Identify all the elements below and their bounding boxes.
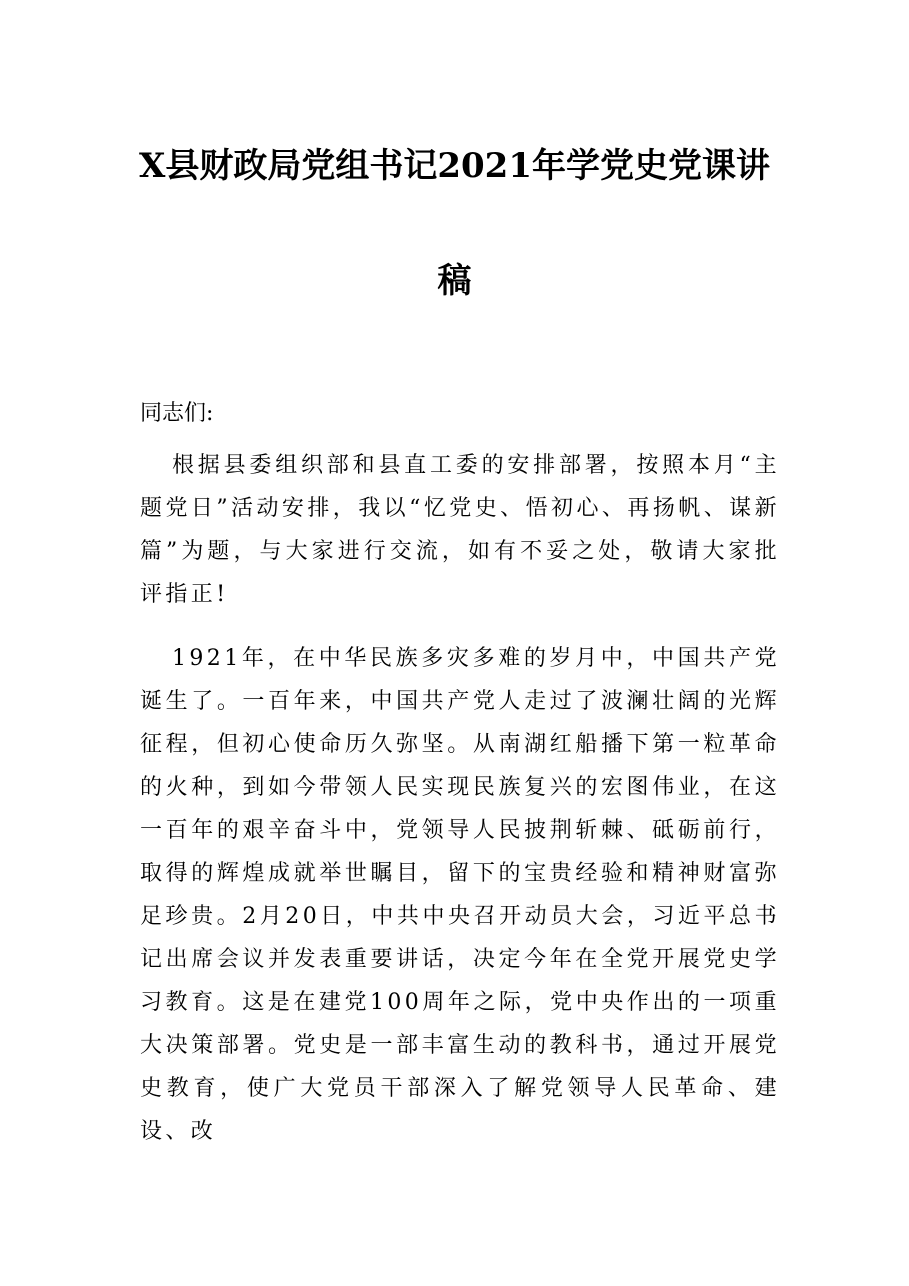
paragraph-intro: 根据县委组织部和县直工委的安排部署，按照本月“主题党日”活动安排，我以“忆党史、悟初心、再扬帆、谋新篇”为题，与大家进行交流，如有不妥之处，敬请大家批评指正! <box>140 453 780 607</box>
salutation: 同志们: <box>140 401 214 426</box>
paragraph-history: 1921年，在中华民族多灾多难的岁月中，中国共产党诞生了。一百年来，中国共产党人走过了波澜壮阔的光辉征程，但初心使命历久弥坚。从南湖红船播下第一粒革命的火种，到如今带领人民实现民族复兴的宏图伟业，在这一百年的艰辛奋斗中，党领导人民披荆斩棘、砥砺前行，取得的辉煌成就举世瞩目，留下的宝贵经验和精神财富弥足珍贵。2月20日，中共中央召开动员大会，习近平总书记出席会议并发表重要讲话，决定今年在全党开展党史学习教育。这是在建党100周年之际，党中央作出的一项重大决策部署。党史是一部丰富生动的教科书，通过开展党史教育，使广大党员干部深入了解党领导人民革命、建设、改 <box>140 646 780 1144</box>
document-title-line-2: 稿 <box>437 261 472 301</box>
document-title-line-1: X县财政局党组书记2021年学党史党课讲 <box>138 146 770 186</box>
